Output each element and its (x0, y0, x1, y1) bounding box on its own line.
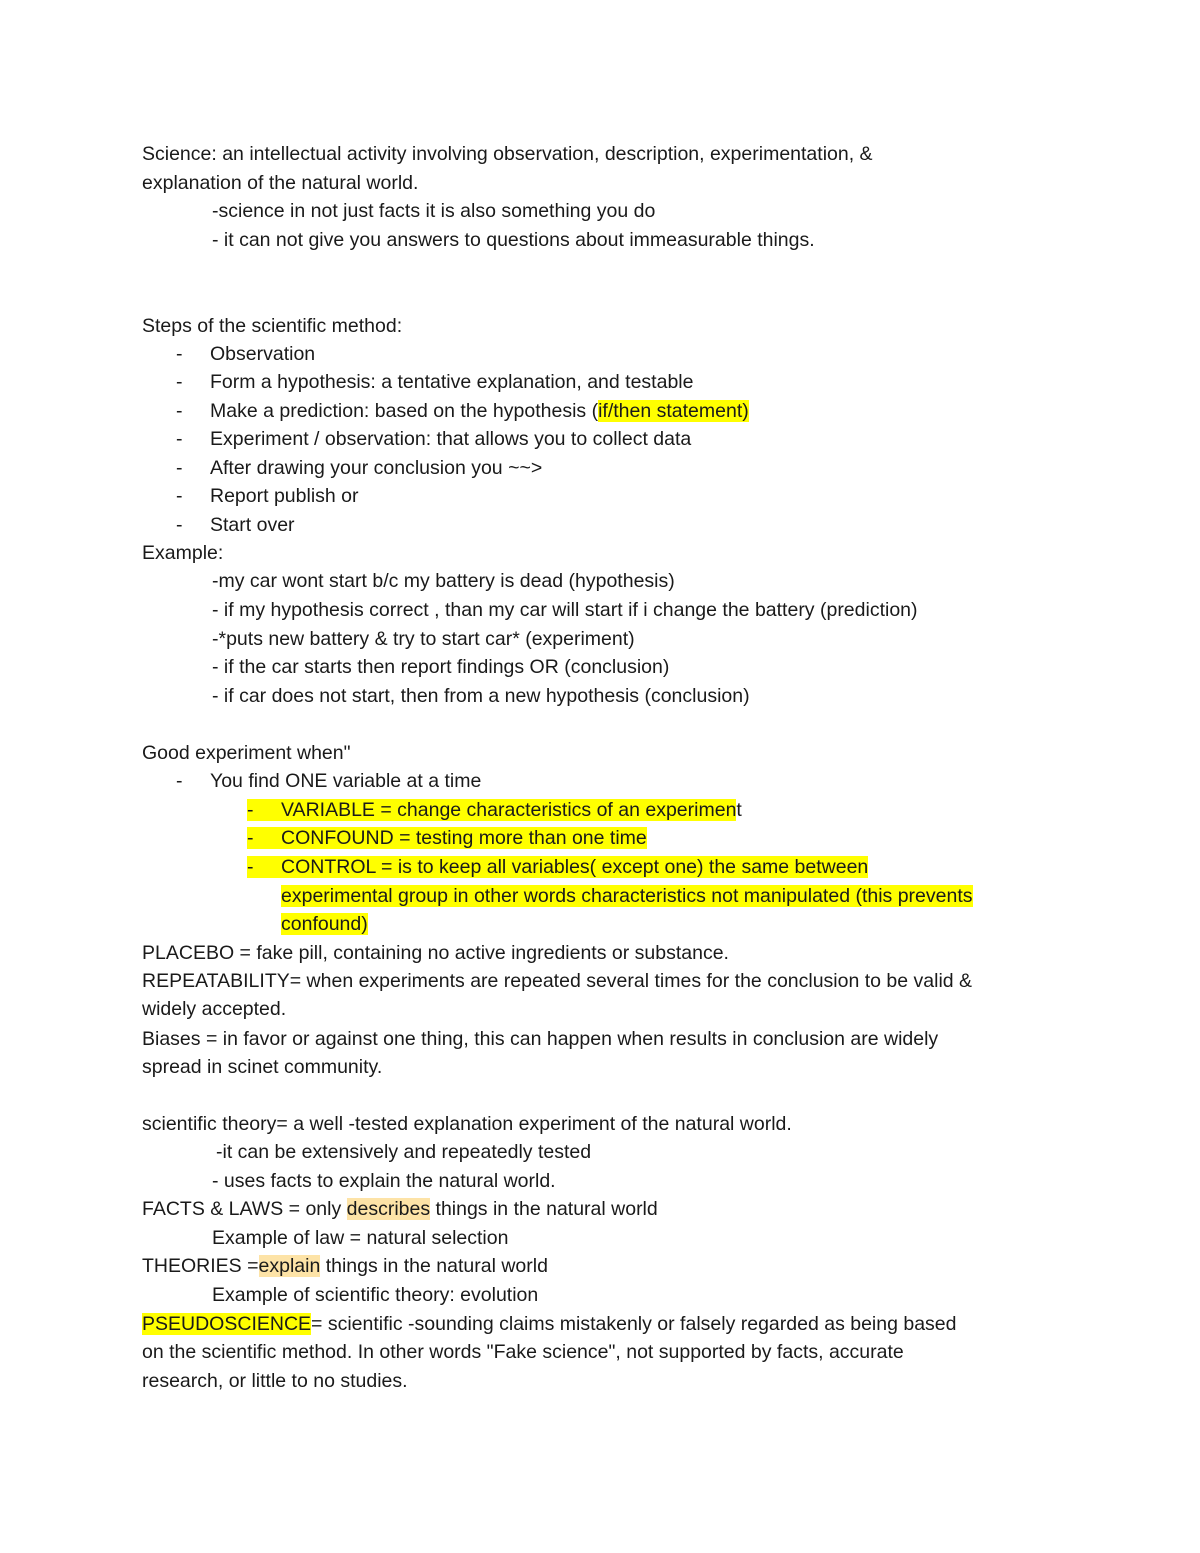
bullet-dash: - (247, 799, 254, 821)
theories-suffix: things in the natural world (320, 1255, 548, 1277)
control-highlight (247, 856, 868, 878)
pseudoscience-highlight: PSEUDOSCIENCE (142, 1313, 312, 1335)
science-note-1: -science in not just facts it is also something you do (212, 200, 656, 222)
control-definition-line2 (281, 883, 973, 909)
bullet-dash: - (176, 485, 183, 507)
facts-suffix: things in the natural world (430, 1198, 658, 1220)
variable-definition (247, 797, 742, 823)
step-item (176, 483, 359, 509)
variable-tail: t (736, 799, 742, 821)
step-text: After drawing your conclusion you ~~> (210, 457, 543, 479)
control-definition-line3 (281, 911, 368, 937)
pseudoscience-definition-line3: research, or little to no studies. (142, 1370, 408, 1392)
step-text: Observation (210, 343, 316, 365)
bullet-dash: - (176, 457, 183, 479)
steps-heading: Steps of the scientific method: (142, 315, 403, 337)
placebo-definition: PLACEBO = fake pill, containing no active ingredients or substance. (142, 942, 729, 964)
step-item (176, 455, 542, 481)
science-definition-line2: explanation of the natural world. (142, 172, 419, 194)
good-experiment-bullet (176, 768, 481, 794)
example-line: - if my hypothesis correct , than my car will start if i change the battery (prediction) (212, 599, 918, 621)
bullet-dash: - (247, 856, 254, 878)
step-item (176, 341, 315, 367)
law-example: Example of law = natural selection (212, 1227, 509, 1249)
repeatability-definition-line1: REPEATABILITY= when experiments are repeated several times for the conclusion to be valid & (142, 970, 973, 992)
confound-highlight (247, 827, 647, 849)
bullet-dash: - (176, 770, 183, 792)
control-definition-line1 (247, 854, 868, 880)
bullet-dash: - (247, 827, 254, 849)
example-line: -*puts new battery & try to start car* (experiment) (212, 628, 635, 650)
theory-note-1: -it can be extensively and repeatedly tested (216, 1141, 592, 1163)
example-line: -my car wont start b/c my battery is dead (hypothesis) (212, 570, 675, 592)
step-item (176, 512, 295, 538)
example-line: - if car does not start, then from a new hypothesis (conclusion) (212, 685, 750, 707)
step-text: Make a prediction: based on the hypothesis ( (210, 400, 599, 422)
control-text: experimental group in other words characteristics not manipulated (this prevents (281, 885, 973, 907)
confound-text: CONFOUND = testing more than one time (281, 827, 647, 849)
step-text: Experiment / observation: that allows you to collect data (210, 428, 692, 450)
bullet-dash: - (176, 371, 183, 393)
pseudoscience-text: = scientific -sounding claims mistakenly or falsely regarded as being based (311, 1313, 957, 1335)
theories-definition (142, 1253, 548, 1279)
good-experiment-heading: Good experiment when" (142, 742, 351, 764)
confound-definition (247, 825, 647, 851)
facts-prefix: FACTS & LAWS = only (142, 1198, 347, 1220)
variable-highlight (247, 799, 736, 821)
step-item (176, 369, 693, 395)
theory-definition: scientific theory= a well -tested explanation experiment of the natural world. (142, 1113, 792, 1135)
bullet-dash: - (176, 514, 183, 536)
control-text: confound) (281, 913, 368, 935)
theory-note-2: - uses facts to explain the natural world. (212, 1170, 556, 1192)
theories-prefix: THEORIES = (142, 1255, 259, 1277)
bullet-dash: - (176, 343, 183, 365)
ifthen-highlight: if/then statement) (598, 400, 749, 422)
theory-example: Example of scientific theory: evolution (212, 1284, 539, 1306)
biases-definition-line1: Biases = in favor or against one thing, this can happen when results in conclusion are widely (142, 1028, 939, 1050)
describes-highlight: describes (346, 1198, 431, 1220)
example-heading: Example: (142, 542, 224, 564)
step-text: Form a hypothesis: a tentative explanation, and testable (210, 371, 694, 393)
bullet-dash: - (176, 400, 183, 422)
biases-definition-line2: spread in scinet community. (142, 1056, 383, 1078)
bullet-text: You find ONE variable at a time (210, 770, 482, 792)
control-text: CONTROL = is to keep all variables( except one) the same between (281, 856, 869, 878)
facts-laws-definition (142, 1196, 658, 1222)
step-item (176, 398, 749, 424)
variable-text: VARIABLE = change characteristics of an experimen (281, 799, 737, 821)
step-text: Start over (210, 514, 295, 536)
repeatability-definition-line2: widely accepted. (142, 998, 287, 1020)
step-item (176, 426, 691, 452)
pseudoscience-definition-line2: on the scientific method. In other words "Fake science", not supported by facts, accurate (142, 1341, 904, 1363)
science-note-2: - it can not give you answers to questions about immeasurable things. (212, 229, 815, 251)
example-line: - if the car starts then report findings OR (conclusion) (212, 656, 670, 678)
pseudoscience-definition-line1 (142, 1311, 957, 1337)
step-text: Report publish or (210, 485, 359, 507)
science-definition-line1: Science: an intellectual activity involving observation, description, experimentation, & (142, 143, 873, 165)
explain-highlight: explain (258, 1255, 321, 1277)
bullet-dash: - (176, 428, 183, 450)
